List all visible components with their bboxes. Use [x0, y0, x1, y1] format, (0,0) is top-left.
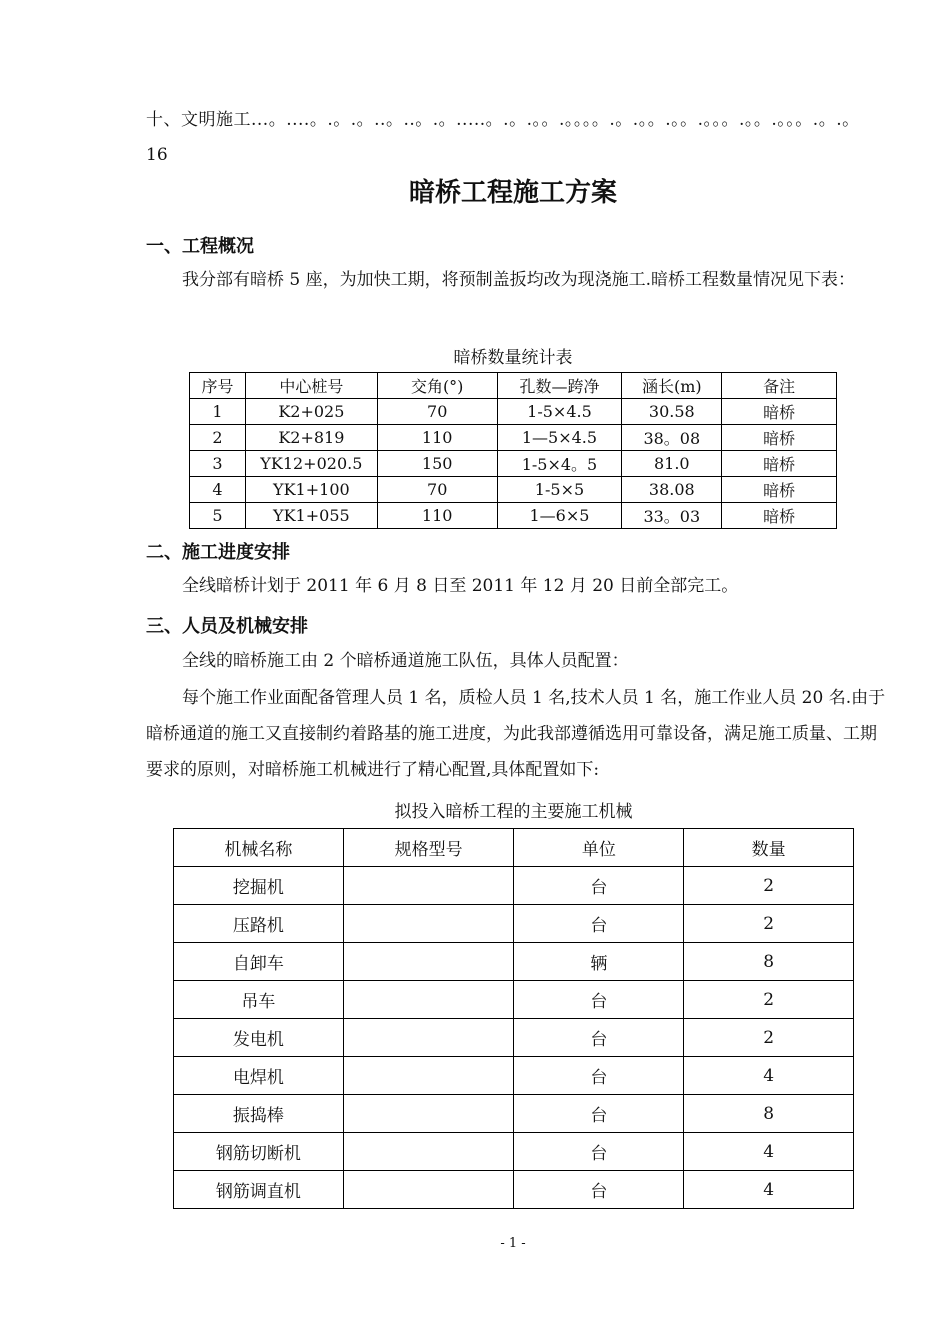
table-cell: 辆 [514, 943, 684, 981]
table-cell: 台 [514, 905, 684, 943]
section-heading-overview: 一、工程概况 [146, 236, 254, 257]
table-cell: 台 [514, 867, 684, 905]
table-cell: 1—6×5 [497, 503, 622, 529]
table-cell: 4 [684, 1057, 854, 1095]
staffing-paragraph-1: 全线的暗桥施工由 2 个暗桥通道施工队伍，具体人员配置： [182, 651, 629, 671]
table-cell: 1-5×4.5 [497, 399, 622, 425]
col-header: 机械名称 [174, 829, 344, 867]
table-cell: 1-5×5 [497, 477, 622, 503]
table-cell: 钢筋切断机 [174, 1133, 344, 1171]
table-cell: 1 [190, 399, 246, 425]
staffing-paragraph-2: 每个施工作业面配备管理人员 1 名，质检人员 1 名,技术人员 1 名，施工作业人员 20 名.由于暗桥通道的施工又直接制约着路基的施工进度，为此我部遵循选用可靠设备，满足施工质量、工期要求的原则，对暗桥施工机械进行了精心配置,具体配置如下: [146, 688, 886, 780]
table-row [174, 1095, 854, 1133]
table-cell: 台 [514, 1171, 684, 1209]
col-header: 单位 [514, 829, 684, 867]
table-header-row [174, 829, 854, 867]
table-row [174, 867, 854, 905]
table-cell: 暗桥 [722, 425, 837, 451]
document-title: 暗桥工程施工方案 [408, 178, 617, 208]
table-cell: 暗桥 [722, 477, 837, 503]
toc-entry[interactable]: 十、文明施工...。....。.。.。..。..。.。.....。.。.。。.。。。。.。.。。.。。.。。。.。。.。。。.。.。 [146, 110, 860, 130]
table-cell: YK1+100 [245, 477, 377, 503]
table-cell: 8 [684, 1095, 854, 1133]
table-cell: 2 [684, 981, 854, 1019]
table-cell: 5 [190, 503, 246, 529]
table-cell: 2 [684, 867, 854, 905]
table-header-row [190, 373, 837, 399]
table-cell: 4 [190, 477, 246, 503]
table-cell: 暗桥 [722, 399, 837, 425]
col-header: 中心桩号 [245, 373, 377, 399]
table-cell [343, 905, 514, 943]
table-cell: 台 [514, 1133, 684, 1171]
table2-caption: 拟投入暗桥工程的主要施工机械 [394, 802, 633, 822]
table-cell: 振捣棒 [174, 1095, 344, 1133]
table-cell [343, 943, 514, 981]
col-header: 孔数—跨净 [497, 373, 622, 399]
table-cell: YK1+055 [245, 503, 377, 529]
overview-paragraph: 我分部有暗桥 5 座，为加快工期，将预制盖扳均改为现浇施工.暗桥工程数量情况见下表： [182, 270, 856, 290]
table1-caption: 暗桥数量统计表 [453, 348, 573, 368]
table-row [190, 503, 837, 529]
table-cell: 110 [377, 503, 497, 529]
table-cell [343, 1019, 514, 1057]
section-heading-schedule: 二、施工进度安排 [146, 542, 290, 563]
table-cell: 4 [684, 1171, 854, 1209]
table-cell: YK12+020.5 [245, 451, 377, 477]
table-cell [343, 1057, 514, 1095]
col-header: 数量 [684, 829, 854, 867]
table-cell: 电焊机 [174, 1057, 344, 1095]
table-cell: 8 [684, 943, 854, 981]
table-row [174, 905, 854, 943]
col-header: 序号 [190, 373, 246, 399]
schedule-paragraph: 全线暗桥计划于 2011 年 6 月 8 日至 2011 年 12 月 20 日前全部完工。 [182, 576, 739, 596]
table-cell: 台 [514, 1095, 684, 1133]
col-header: 规格型号 [343, 829, 514, 867]
col-header: 交角(°) [377, 373, 497, 399]
table-cell: 台 [514, 981, 684, 1019]
table-cell: K2+025 [245, 399, 377, 425]
page-footer: - 1 - [500, 1236, 526, 1251]
table-row [190, 477, 837, 503]
table-row [190, 425, 837, 451]
table-cell [343, 1095, 514, 1133]
table-cell: 钢筋调直机 [174, 1171, 344, 1209]
table-cell [343, 1133, 514, 1171]
table-row [190, 451, 837, 477]
section-heading-staffing: 三、人员及机械安排 [146, 616, 308, 637]
table-cell: 2 [684, 1019, 854, 1057]
table-row [174, 1019, 854, 1057]
table-cell: 挖掘机 [174, 867, 344, 905]
table-cell: 2 [190, 425, 246, 451]
toc-page-number: 16 [146, 145, 168, 165]
table-cell: 自卸车 [174, 943, 344, 981]
table-cell: 33。03 [622, 503, 722, 529]
table-cell: 台 [514, 1019, 684, 1057]
table-row [174, 981, 854, 1019]
table-cell: 70 [377, 477, 497, 503]
table-cell: K2+819 [245, 425, 377, 451]
table-row [190, 399, 837, 425]
table-cell: 1-5×4。5 [497, 451, 622, 477]
table-cell: 吊车 [174, 981, 344, 1019]
table-cell [343, 1171, 514, 1209]
table-row [174, 1133, 854, 1171]
table-cell: 30.58 [622, 399, 722, 425]
table-cell [343, 867, 514, 905]
table-cell: 2 [684, 905, 854, 943]
table-cell: 压路机 [174, 905, 344, 943]
table-cell: 台 [514, 1057, 684, 1095]
table-row [174, 943, 854, 981]
table-cell: 38。08 [622, 425, 722, 451]
table-row [174, 1171, 854, 1209]
table-cell: 3 [190, 451, 246, 477]
table-row [174, 1057, 854, 1095]
table-cell: 1—5×4.5 [497, 425, 622, 451]
table-cell: 暗桥 [722, 503, 837, 529]
table-cell: 81.0 [622, 451, 722, 477]
col-header: 备注 [722, 373, 837, 399]
col-header: 涵长(m) [622, 373, 722, 399]
table-cell [343, 981, 514, 1019]
table-cell: 38.08 [622, 477, 722, 503]
machinery-table [173, 828, 854, 1209]
table-cell: 150 [377, 451, 497, 477]
table-cell: 70 [377, 399, 497, 425]
table-cell: 暗桥 [722, 451, 837, 477]
table-cell: 发电机 [174, 1019, 344, 1057]
bridge-quantity-table [189, 372, 837, 529]
table-cell: 110 [377, 425, 497, 451]
table-cell: 4 [684, 1133, 854, 1171]
